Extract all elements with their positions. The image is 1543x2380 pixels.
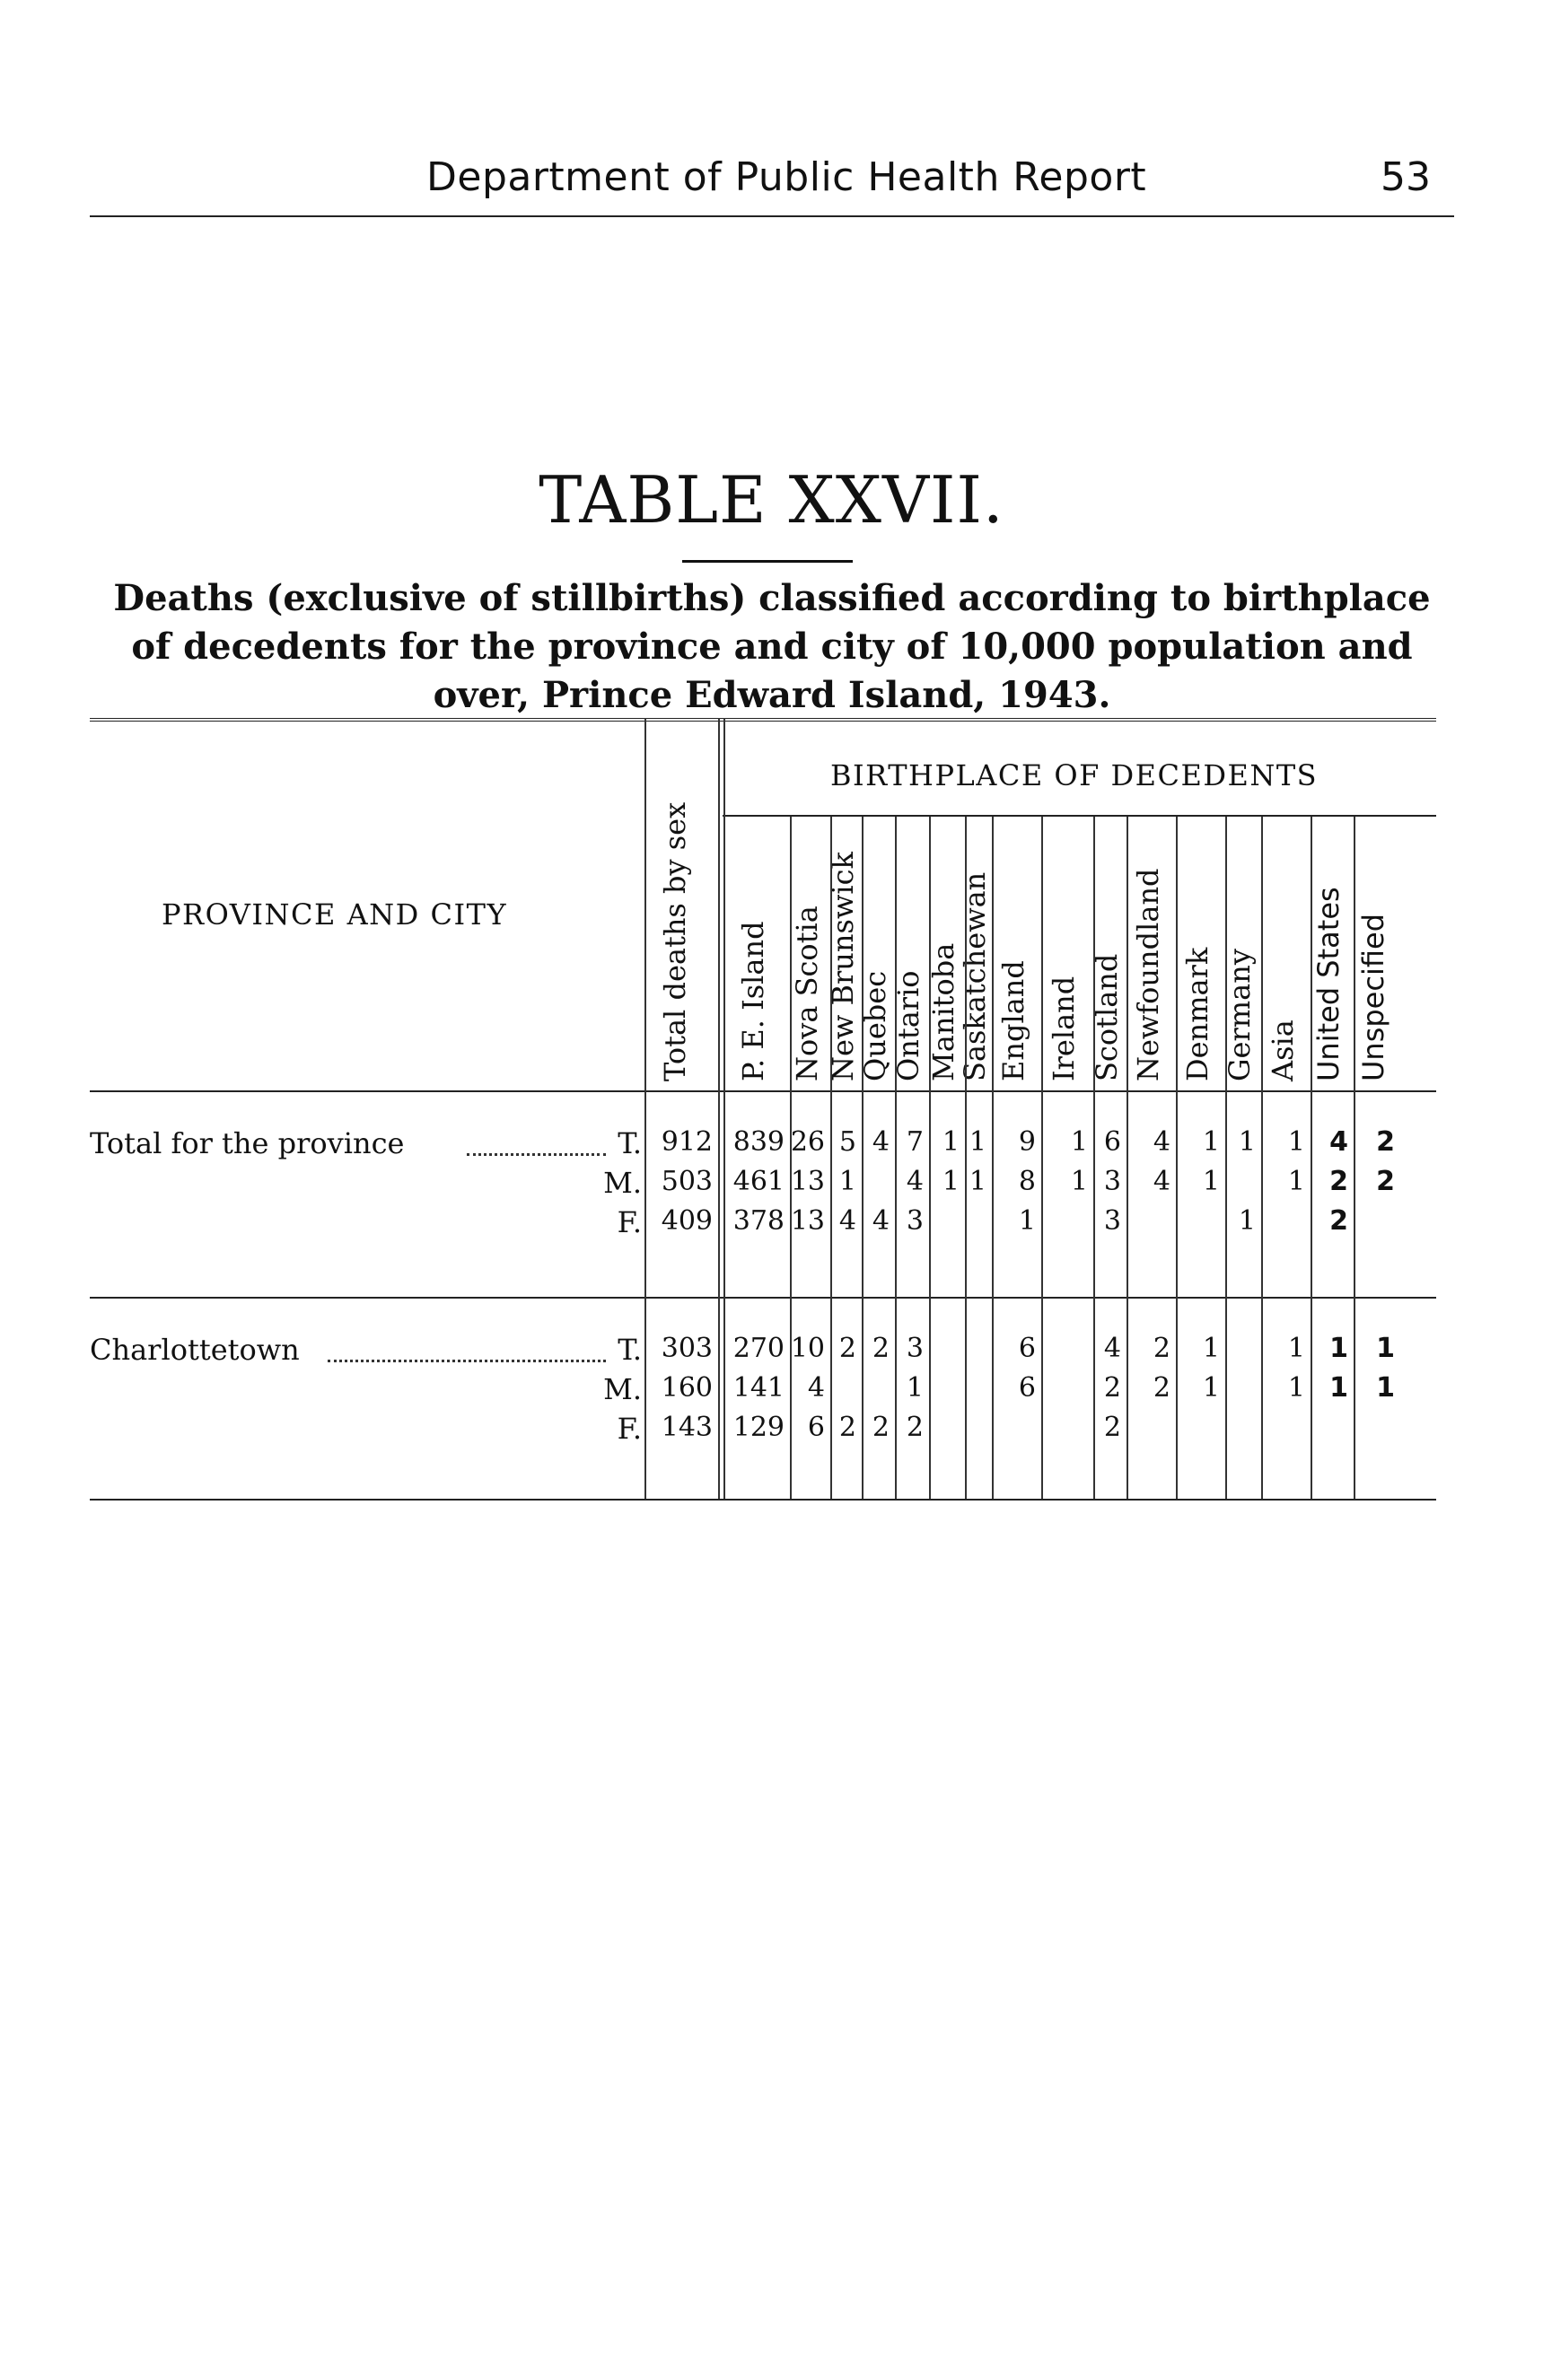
value-cell: 2 bbox=[1103, 1412, 1121, 1443]
value-cell: 4 bbox=[872, 1205, 890, 1237]
value-cell: 1 bbox=[1070, 1166, 1088, 1197]
group-header: BIRTHPLACE OF DECEDENTS bbox=[830, 758, 1319, 792]
value-cell: 6 bbox=[1018, 1333, 1036, 1364]
sex-code: M. bbox=[603, 1166, 642, 1200]
total-deaths-header-text: Total deaths by sex bbox=[658, 801, 692, 1081]
value-cell: 1 bbox=[942, 1166, 960, 1197]
table-row bbox=[90, 1412, 1436, 1451]
total-cell: 912 bbox=[661, 1126, 713, 1158]
table-bottom-rule bbox=[90, 1499, 1436, 1501]
column-header-label: Newfoundland bbox=[1130, 868, 1165, 1081]
header-bottom-rule bbox=[90, 1090, 1436, 1092]
value-cell: 1 bbox=[1329, 1333, 1348, 1364]
value-cell: 2 bbox=[1329, 1205, 1348, 1237]
value-cell: 2 bbox=[1153, 1333, 1170, 1364]
value-cell: 1 bbox=[1287, 1372, 1305, 1404]
value-cell: 8 bbox=[1018, 1166, 1036, 1197]
value-cell: 1 bbox=[1018, 1205, 1036, 1237]
value-cell: 4 bbox=[872, 1126, 890, 1158]
column-header-label: Denmark bbox=[1179, 947, 1214, 1081]
value-cell: 6 bbox=[1103, 1126, 1121, 1158]
value-cell: 4 bbox=[838, 1205, 856, 1237]
value-cell: 2 bbox=[838, 1412, 856, 1443]
value-cell: 2 bbox=[1103, 1372, 1121, 1404]
value-cell: 4 bbox=[807, 1372, 825, 1404]
column-header-label: England bbox=[995, 960, 1030, 1081]
column-header-label: Ontario bbox=[891, 970, 925, 1081]
table-caption: Deaths (exclusive of stillbirths) classified according to birthplace of decedents for the province and city of 10,000 population and over, Prince Edward Island, 1943. bbox=[113, 577, 1431, 716]
table-row bbox=[90, 1372, 1436, 1412]
value-cell: 3 bbox=[906, 1333, 924, 1364]
value-cell: 2 bbox=[872, 1412, 890, 1443]
value-cell: 1 bbox=[1287, 1126, 1305, 1158]
value-cell: 5 bbox=[838, 1126, 856, 1158]
value-cell: 1 bbox=[942, 1126, 960, 1158]
table-title: TABLE XXVII. bbox=[539, 462, 1004, 538]
value-cell: 2 bbox=[838, 1333, 856, 1364]
value-cell: 1 bbox=[1202, 1372, 1220, 1404]
value-cell: 13 bbox=[790, 1205, 825, 1237]
value-cell: 1 bbox=[1202, 1333, 1220, 1364]
page-number: 53 bbox=[1381, 154, 1431, 200]
value-cell: 1 bbox=[969, 1166, 986, 1197]
value-cell: 1 bbox=[1376, 1333, 1395, 1364]
column-header-label: New Brunswick bbox=[825, 852, 860, 1081]
column-header-label: Quebec bbox=[857, 970, 892, 1081]
column-header-label: Saskatchewan bbox=[958, 871, 992, 1081]
value-cell: 7 bbox=[906, 1126, 924, 1158]
value-cell: 270 bbox=[732, 1333, 785, 1364]
page-header bbox=[90, 153, 1454, 217]
table-top-rule bbox=[90, 718, 1436, 722]
column-header-label: Unspecified bbox=[1356, 913, 1390, 1081]
column-header-label: Germany bbox=[1223, 949, 1257, 1081]
total-cell: 503 bbox=[661, 1166, 713, 1197]
value-cell: 839 bbox=[732, 1126, 785, 1158]
value-cell: 26 bbox=[790, 1126, 825, 1158]
title-rule bbox=[682, 560, 853, 563]
column-header-label: Asia bbox=[1265, 1019, 1300, 1081]
total-cell: 303 bbox=[661, 1333, 713, 1364]
value-cell: 1 bbox=[838, 1166, 856, 1197]
value-cell: 2 bbox=[1376, 1126, 1395, 1158]
value-cell: 10 bbox=[790, 1333, 825, 1364]
sex-code: T. bbox=[618, 1333, 642, 1367]
total-cell: 409 bbox=[661, 1205, 713, 1237]
value-cell: 1 bbox=[1070, 1126, 1088, 1158]
value-cell: 9 bbox=[1018, 1126, 1036, 1158]
data-table bbox=[90, 718, 1436, 1508]
value-cell: 1 bbox=[1376, 1372, 1395, 1404]
sex-code: T. bbox=[618, 1126, 642, 1160]
column-header-label: Nova Scotia bbox=[789, 906, 824, 1081]
sex-code: F. bbox=[617, 1205, 642, 1239]
value-cell: 1 bbox=[1287, 1166, 1305, 1197]
value-cell: 1 bbox=[1202, 1126, 1220, 1158]
value-cell: 461 bbox=[732, 1166, 785, 1197]
value-cell: 1 bbox=[906, 1372, 924, 1404]
table-row bbox=[90, 1205, 1436, 1245]
value-cell: 1 bbox=[1329, 1372, 1348, 1404]
value-cell: 1 bbox=[1238, 1126, 1256, 1158]
column-header-label: United States bbox=[1311, 887, 1346, 1081]
sex-code: F. bbox=[617, 1412, 642, 1446]
value-cell: 2 bbox=[906, 1412, 924, 1443]
value-cell: 4 bbox=[1153, 1166, 1170, 1197]
value-cell: 2 bbox=[872, 1333, 890, 1364]
column-header-label: P. E. Island bbox=[736, 921, 770, 1081]
value-cell: 3 bbox=[1103, 1166, 1121, 1197]
value-cell: 1 bbox=[1238, 1205, 1256, 1237]
table-row bbox=[90, 1333, 1436, 1372]
sex-code: M. bbox=[603, 1372, 642, 1406]
value-cell: 141 bbox=[732, 1372, 785, 1404]
table-row bbox=[90, 1126, 1436, 1166]
section-rule bbox=[90, 1297, 1436, 1299]
value-cell: 4 bbox=[1103, 1333, 1121, 1364]
value-cell: 6 bbox=[1018, 1372, 1036, 1404]
stub-header: PROVINCE AND CITY bbox=[162, 897, 508, 932]
value-cell: 1 bbox=[1287, 1333, 1305, 1364]
section-label: Total for the province bbox=[90, 1126, 405, 1160]
value-cell: 3 bbox=[906, 1205, 924, 1237]
value-cell: 4 bbox=[1153, 1126, 1170, 1158]
value-cell: 1 bbox=[1202, 1166, 1220, 1197]
column-header-label: Manitoba bbox=[926, 942, 960, 1081]
column-header-label: Scotland bbox=[1089, 953, 1124, 1081]
value-cell: 4 bbox=[906, 1166, 924, 1197]
value-cell: 378 bbox=[732, 1205, 785, 1237]
column-header-label: Ireland bbox=[1047, 976, 1081, 1081]
value-cell: 129 bbox=[732, 1412, 785, 1443]
table-row bbox=[90, 1166, 1436, 1205]
value-cell: 1 bbox=[969, 1126, 986, 1158]
value-cell: 6 bbox=[807, 1412, 825, 1443]
value-cell: 2 bbox=[1329, 1166, 1348, 1197]
value-cell: 13 bbox=[790, 1166, 825, 1197]
total-cell: 160 bbox=[661, 1372, 713, 1404]
value-cell: 3 bbox=[1103, 1205, 1121, 1237]
value-cell: 2 bbox=[1153, 1372, 1170, 1404]
section-label: Charlottetown bbox=[90, 1333, 300, 1367]
total-cell: 143 bbox=[661, 1412, 713, 1443]
value-cell: 2 bbox=[1376, 1166, 1395, 1197]
running-head: Department of Public Health Report bbox=[426, 154, 1147, 200]
value-cell: 4 bbox=[1329, 1126, 1348, 1158]
